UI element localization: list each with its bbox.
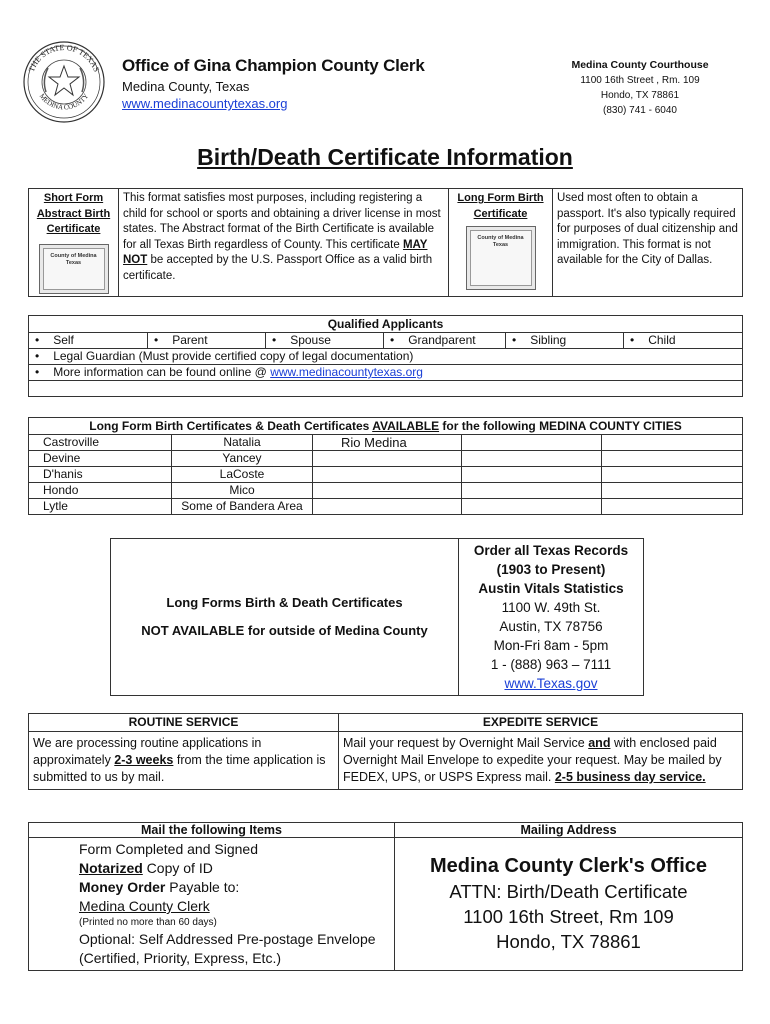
order-heading: Order all Texas Records (473, 543, 629, 558)
cities-heading-emphasis: AVAILABLE (372, 419, 440, 433)
long-form-certificate-image (466, 226, 536, 290)
office-header (122, 56, 425, 111)
order-office: Austin Vitals Statistics (478, 581, 624, 596)
city-cell: Natalia (172, 435, 313, 451)
city-cell (602, 467, 743, 483)
city-cell: Some of Bandera Area (172, 499, 313, 515)
mailing-address-heading: Mailing Address (395, 823, 743, 838)
mailing-address (395, 838, 743, 971)
short-form-label (29, 189, 119, 297)
svg-text:THE STATE OF TEXAS: THE STATE OF TEXAS (26, 42, 102, 74)
order-city: Austin, TX 78756 (499, 619, 603, 634)
routine-text: We are processing routine applications in approximately (33, 736, 262, 767)
not-available-line-1: Long Forms Birth & Death Certificates (166, 595, 403, 610)
cities-heading-text: for the following MEDINA COUNTY CITIES (439, 419, 682, 433)
expedite-text: Mail your request by Overnight Mail Service (343, 736, 589, 750)
address-city: Hondo, TX 78861 (496, 931, 641, 952)
applicant-item: • Self (29, 333, 148, 349)
long-form-label-line: Long Form Birth (457, 192, 544, 204)
city-cell: Yancey (172, 451, 313, 467)
qualified-applicants-heading: Qualified Applicants (29, 316, 743, 333)
applicants-row (29, 333, 743, 349)
short-form-desc-emphasis: MAY NOT (123, 238, 428, 266)
mail-item: Medina County Clerk (79, 898, 210, 914)
city-cell: Rio Medina (313, 435, 462, 451)
county-seal-logo (22, 40, 106, 124)
courthouse-phone: (830) 741 - 6040 (603, 105, 677, 116)
more-info-link[interactable]: www.medinacountytexas.org (270, 365, 423, 379)
city-cell (602, 499, 743, 515)
certificate-image-caption: County of Medina Texas (470, 230, 532, 286)
city-cell (462, 499, 602, 515)
city-cell (602, 483, 743, 499)
mail-item: Optional: Self Addressed Pre-postage Envelope (Certified, Priority, Express, Etc.) (79, 931, 376, 966)
expedite-text: with enclosed paid Overnight Mail Envelope to expedite your request. May be mailed by FEDEX, UPS, or USPS Express mail. (343, 736, 722, 784)
order-phone: 1 - (888) 963 – 7111 (490, 657, 612, 672)
address-street: 1100 16th Street, Rm 109 (463, 906, 674, 927)
cities-heading-text: Long Form Birth Certificates & Death Certificates (89, 419, 373, 433)
short-form-certificate-image (39, 244, 109, 294)
address-office: Medina County Clerk's Office (429, 855, 708, 877)
page-title: Birth/Death Certificate Information (197, 144, 573, 170)
short-form-desc-text: This format satisfies most purposes, including registering a child for school or sports and obtaining a driver license in most states. The Abstract format of the Birth Certificate is available for all Texas Birth regardless of County. This certificate (123, 192, 441, 251)
mail-items-heading: Mail the following Items (29, 823, 395, 838)
city-cell (462, 483, 602, 499)
short-form-label-line: Certificate (46, 223, 101, 235)
mailing-instructions-table (28, 822, 743, 971)
applicant-item: • Sibling (506, 333, 624, 349)
city-cell: Hondo (29, 483, 172, 499)
short-form-description (119, 189, 449, 297)
long-form-label-line: Certificate (473, 207, 528, 220)
routine-service-heading: ROUTINE SERVICE (29, 714, 339, 732)
mail-item-text: Copy of ID (142, 860, 213, 876)
mail-item-emphasis: Notarized (79, 860, 143, 876)
city-cell (462, 467, 602, 483)
certificate-image-caption: County of Medina Texas (43, 248, 105, 290)
not-available-line-2: NOT AVAILABLE for outside of Medina County (141, 623, 428, 638)
city-cell (602, 451, 743, 467)
city-cell: Castroville (29, 435, 172, 451)
applicant-item: • Parent (148, 333, 266, 349)
available-cities-table (28, 417, 743, 515)
expedite-service-text (339, 732, 743, 790)
routine-service-text (29, 732, 339, 790)
city-cell (313, 483, 462, 499)
office-name: Office of Gina Champion County Clerk (122, 56, 425, 75)
city-cell (313, 499, 462, 515)
city-cell (313, 467, 462, 483)
city-cell (462, 451, 602, 467)
city-cell (602, 435, 743, 451)
mail-item: Form Completed and Signed (79, 841, 258, 857)
city-cell: Mico (172, 483, 313, 499)
mail-item (79, 859, 386, 878)
city-cell (462, 435, 602, 451)
mail-item-text: Payable to: (165, 879, 240, 895)
austin-vitals-info (459, 539, 644, 696)
office-county: Medina County, Texas (122, 79, 250, 94)
not-available-notice (111, 539, 459, 696)
order-hours: Mon-Fri 8am - 5pm (493, 638, 609, 653)
order-years: (1903 to Present) (496, 562, 606, 577)
applicant-item: • Child (624, 333, 743, 349)
expedite-service-heading: EXPEDITE SERVICE (339, 714, 743, 732)
cities-heading (29, 418, 743, 435)
legal-guardian-item: • Legal Guardian (Must provide certified copy of legal documentation) (29, 349, 743, 365)
city-cell: LaCoste (172, 467, 313, 483)
more-info-text: More information can be found online @ (53, 365, 271, 379)
texas-gov-link[interactable]: www.Texas.gov (504, 676, 598, 691)
more-info-item (29, 365, 743, 381)
expedite-emphasis: 2-5 business day service. (554, 770, 706, 784)
city-cell (313, 451, 462, 467)
city-cell: Lytle (29, 499, 172, 515)
service-options-table (28, 713, 743, 790)
mail-item-emphasis: Money Order (79, 879, 166, 895)
order-texas-records-box (110, 538, 644, 696)
city-cell: Devine (29, 451, 172, 467)
routine-text: from the time application is submitted to us by mail. (33, 753, 326, 784)
long-form-label (449, 189, 553, 297)
short-form-desc-text: be accepted by the U.S. Passport Office as a valid birth certificate. (123, 254, 433, 282)
applicant-item: • Grandparent (384, 333, 506, 349)
qualified-applicants-table (28, 315, 743, 397)
mail-item-note: (Printed no more than 60 days) (79, 917, 217, 928)
short-form-label-line: Short Form (43, 192, 104, 204)
city-cell: D'hanis (29, 467, 172, 483)
long-form-description: Used most often to obtain a passport. It's also typically required for purposes of dual citizenship and immigration. This format is not available for the City of Dallas. (553, 189, 743, 297)
courthouse-city: Hondo, TX 78861 (600, 90, 680, 101)
mail-item (79, 878, 386, 897)
routine-emphasis: 2-3 weeks (114, 753, 174, 767)
order-street: 1100 W. 49th St. (501, 600, 601, 615)
svg-text:MEDINA COUNTY: MEDINA COUNTY (37, 92, 91, 112)
address-attn: ATTN: Birth/Death Certificate (449, 881, 688, 902)
certificate-formats-table (28, 188, 743, 297)
expedite-emphasis: and (588, 736, 611, 750)
empty-row (29, 381, 743, 397)
courthouse-address (560, 58, 720, 118)
short-form-label-line: Abstract Birth (36, 207, 111, 220)
courthouse-street: 1100 16th Street , Rm. 109 (580, 75, 700, 86)
courthouse-name: Medina County Courthouse (571, 59, 709, 71)
applicant-item: • Spouse (266, 333, 384, 349)
mail-items-list (29, 838, 395, 971)
office-website-link[interactable]: www.medinacountytexas.org (122, 96, 288, 111)
